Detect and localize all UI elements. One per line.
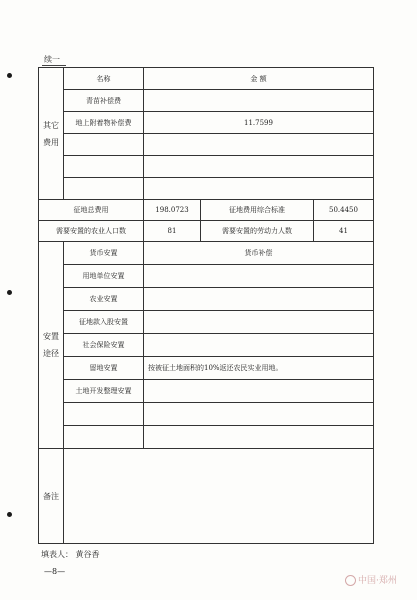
watermark-logo-icon [345,575,356,586]
other-fee-name-empty [64,134,144,156]
total-fee-value: 198.0723 [144,200,201,221]
watermark-text: 中国·郑州 [358,576,397,586]
other-fees-name-header: 名称 [64,68,144,90]
form-filler: 填表人： 黄谷香 [41,550,100,559]
resettlement-section-label [39,242,64,449]
binding-hole-middle [7,290,12,295]
other-fee-amount-empty [144,178,374,200]
resettlement-detail [144,334,374,357]
resettlement-method: 征地款入股安置 [64,311,144,334]
other-fee-name-empty [64,178,144,200]
other-fees-amount-header: 金 额 [144,68,374,90]
resettlement-method: 留地安置 [64,357,144,380]
other-fee-name-empty [64,156,144,178]
resettlement-method: 农业安置 [64,288,144,311]
other-fees-label-text: 其它费用 [43,120,59,147]
resettlement-detail: 货币补偿 [144,242,374,265]
other-fee-amount: 11.7599 [144,112,374,134]
resettlement-detail [144,311,374,334]
agri-population-value: 81 [144,221,201,242]
other-fee-amount-empty [144,156,374,178]
resettlement-label-text: 安置途径 [43,332,59,358]
fee-standard-label: 征地费用综合标准 [201,200,314,221]
other-fee-name: 地上附着物补偿费 [64,112,144,134]
resettlement-detail-empty [144,403,374,426]
remarks-label: 备注 [39,449,64,544]
land-requisition-form [38,67,374,544]
resettlement-detail [144,265,374,288]
remarks-value [64,449,374,544]
page-number: —8— [44,567,66,576]
other-fee-name: 青苗补偿费 [64,90,144,112]
resettlement-detail [144,380,374,403]
resettlement-detail: 按被征土地面积的10%返还农民实业用地。 [144,357,374,380]
other-fee-amount-empty [144,134,374,156]
other-fee-amount [144,90,374,112]
resettlement-method-empty [64,426,144,449]
labor-count-label: 需要安置的劳动力人数 [201,221,314,242]
resettlement-method: 土地开发整理安置 [64,380,144,403]
resettlement-detail [144,288,374,311]
resettlement-method-empty [64,403,144,426]
labor-count-value: 41 [314,221,374,242]
binding-hole-bottom [7,512,12,517]
continued-label: 续一 [44,55,60,64]
resettlement-detail-empty [144,426,374,449]
resettlement-method: 货币安置 [64,242,144,265]
fee-standard-value: 50.4450 [314,200,374,221]
continued-underline [42,65,66,66]
resettlement-method: 用地单位安置 [64,265,144,288]
resettlement-method: 社会保险安置 [64,334,144,357]
total-fee-label: 征地总费用 [39,200,144,221]
site-watermark [345,573,397,586]
agri-population-label: 需要安置的农业人口数 [39,221,144,242]
binding-hole-top [7,73,12,78]
other-fees-section-label [39,68,64,200]
